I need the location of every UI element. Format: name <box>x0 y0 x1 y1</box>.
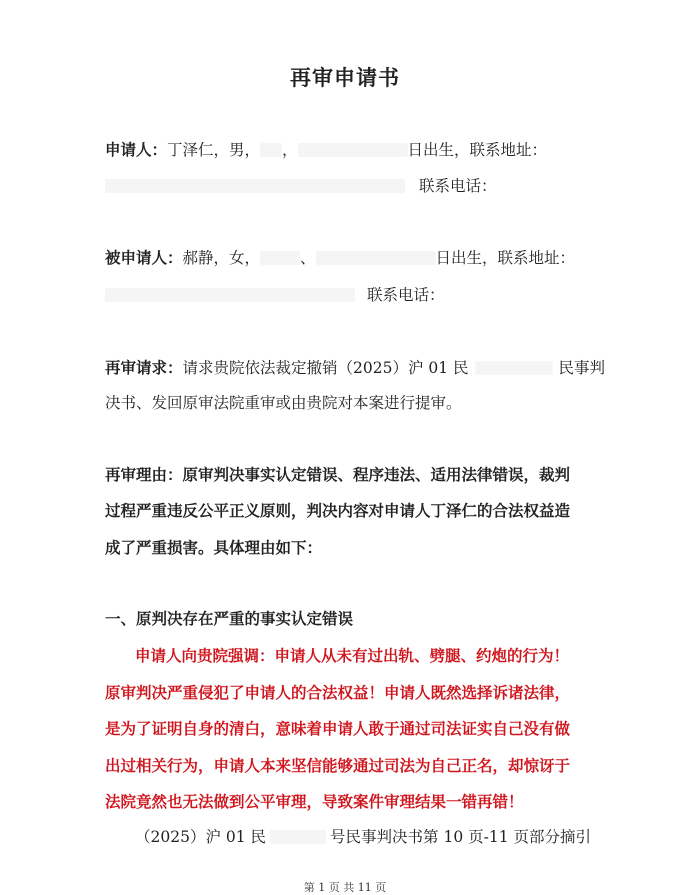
reason-line-2 <box>105 501 570 521</box>
request-line1-b: 民事判 <box>558 359 606 377</box>
redaction <box>260 251 300 265</box>
page-title: 再审申请书 <box>290 65 400 90</box>
respondent-label: 被申请人： <box>105 248 183 267</box>
citation-a: （2025）沪 01 民 <box>135 828 267 846</box>
respondent-sep: 、 <box>300 249 316 267</box>
redaction <box>316 251 436 265</box>
redaction <box>298 143 408 157</box>
redaction <box>475 361 553 375</box>
redaction <box>105 288 355 302</box>
red-line-3: 是为了证明自身的清白，意味着申请人敢于通过司法证实自己没有做 <box>105 719 571 738</box>
respondent-line-2 <box>105 285 445 305</box>
applicant-label: 申请人： <box>105 140 168 159</box>
applicant-line <box>105 140 547 160</box>
red-line-2: 原审判决严重侵犯了申请人的合法权益！申请人既然选择诉诸法律， <box>105 683 571 702</box>
applicant-sep: ， <box>282 141 298 159</box>
redaction <box>260 143 282 157</box>
applicant-line-2 <box>105 176 497 196</box>
section-heading-text: 一、原判决存在严重的事实认定错误 <box>105 609 354 628</box>
citation-line <box>135 827 591 847</box>
redaction <box>270 830 326 844</box>
reason-line2: 过程严重违反公平正义原则，判决内容对申请人丁泽仁的合法权益造 <box>105 501 571 520</box>
applicant-phone: 联系电话： <box>419 177 497 195</box>
section-heading <box>105 609 353 629</box>
citation-b: 号民事判决书第 10 页-11 页部分摘引 <box>330 828 591 846</box>
request-line-1 <box>105 358 605 378</box>
reason-label: 再审理由： <box>105 465 183 484</box>
reason-line3: 成了严重损害。具体理由如下： <box>105 538 323 557</box>
page-footer: 第 1 页 共 11 页 <box>303 881 387 894</box>
redaction <box>105 179 405 193</box>
red-line-1: 申请人向贵院强调：申请人从未有过出轨、劈腿、约炮的行为！ <box>135 646 570 665</box>
reason-line1: 原审判决事实认定错误、程序违法、适用法律错误，裁判 <box>182 465 571 484</box>
respondent-line <box>105 248 575 268</box>
applicant-text-a: 丁泽仁，男， <box>167 141 261 159</box>
respondent-text-b: 日出生，联系地址： <box>435 249 576 267</box>
reason-line-3 <box>105 538 322 558</box>
red-line-4: 出过相关行为，申请人本来坚信能够通过司法为自己正名，却惊讶于 <box>105 756 571 775</box>
request-line1-a: 请求贵院依法裁定撤销（2025）沪 01 民 <box>182 359 469 377</box>
request-line2: 决书、发回原审法院重审或由贵院对本案进行提审。 <box>105 394 462 412</box>
applicant-text-b: 日出生，联系地址： <box>407 141 548 159</box>
respondent-phone: 联系电话： <box>367 286 445 304</box>
respondent-text-a: 郝静，女， <box>182 249 261 267</box>
request-line-2 <box>105 393 462 413</box>
request-label: 再审请求： <box>105 358 183 377</box>
reason-line-1 <box>105 465 570 485</box>
red-line-5: 法院竟然也无法做到公平审理，导致案件审理结果一错再错！ <box>105 792 524 811</box>
